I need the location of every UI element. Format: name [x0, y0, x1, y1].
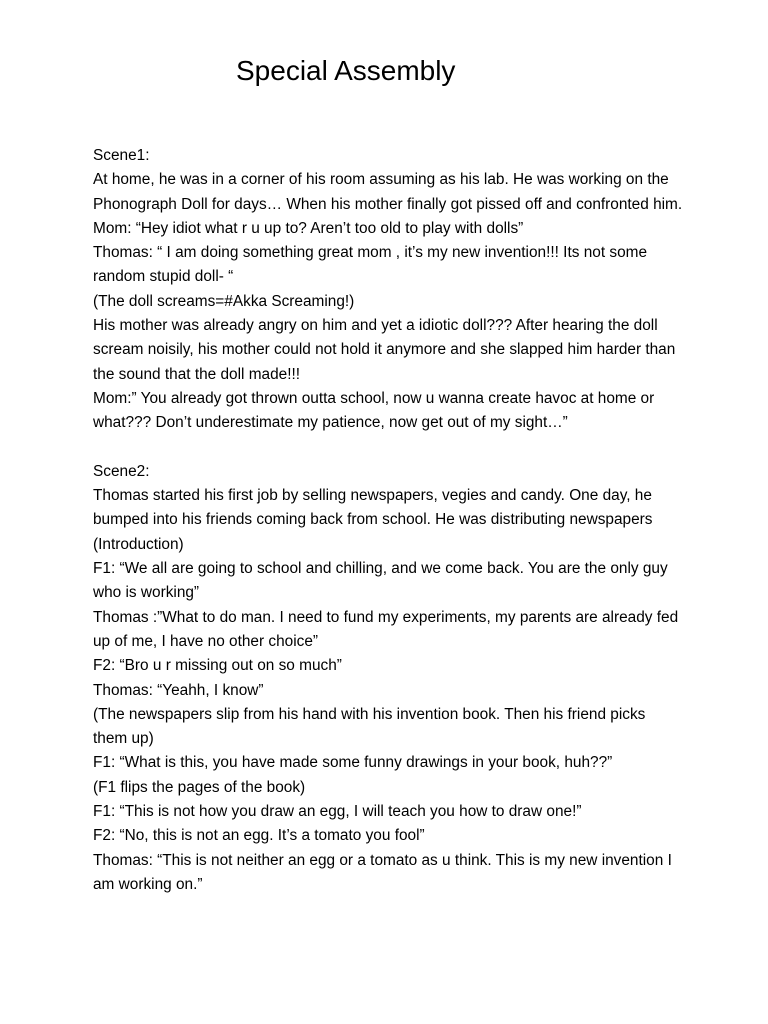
scene-2 [93, 460, 683, 897]
scene-heading: Scene2: [93, 462, 150, 480]
narration-paragraph: At home, he was in a corner of his room assuming as his lab. He was working on the Phonograph Doll for days… When his mother finally got pissed off and confronted him. [93, 171, 683, 213]
stage-direction: (Introduction) [93, 535, 184, 553]
dialogue-line: Thomas: “This is not neither an egg or a tomato as u think. This is my new invention I am working on.” [93, 851, 672, 893]
document-body [93, 144, 683, 897]
dialogue-line: F2: “Bro u r missing out on so much” [93, 657, 342, 675]
narration-paragraph: His mother was already angry on him and yet a idiotic doll??? After hearing the doll scream noisily, his mother could not hold it anymore and she slapped him harder than the sound that the doll made!!! [93, 317, 676, 383]
dialogue-line: F2: “No, this is not an egg. It’s a tomato you fool” [93, 827, 425, 845]
scene-spacer [93, 436, 683, 460]
dialogue-line: F1: “This is not how you draw an egg, I will teach you how to draw one!” [93, 803, 582, 821]
scene-heading: Scene1: [93, 147, 150, 164]
dialogue-line: F1: “What is this, you have made some funny drawings in your book, huh??” [93, 754, 613, 772]
page-title: Special Assembly [236, 55, 456, 86]
dialogue-line: Thomas: “ I am doing something great mom , it’s my new invention!!! Its not some random stupid doll- “ [93, 244, 648, 286]
stage-direction: (F1 flips the pages of the book) [93, 778, 306, 796]
dialogue-line: Thomas :”What to do man. I need to fund my experiments, my parents are already fed up of me, I have no other choice” [93, 608, 679, 650]
dialogue-line: Mom:” You already got thrown outta school, now u wanna create havoc at home or what??? Don’t underestimate my patience, now get out of my sight…” [93, 389, 655, 432]
stage-direction: (The doll screams=#Akka Screaming!) [93, 292, 355, 310]
stage-direction: (The newspapers slip from his hand with his invention book. Then his friend picks them up) [93, 705, 646, 748]
dialogue-line: Mom: “Hey idiot what r u up to? Aren’t too old to play with dolls” [93, 219, 524, 237]
dialogue-line: Thomas: “Yeahh, I know” [93, 681, 264, 699]
scene-1 [93, 144, 683, 436]
dialogue-line: F1: “We all are going to school and chilling, and we come back. You are the only guy who is working” [93, 560, 668, 602]
narration-paragraph: Thomas started his first job by selling newspapers, vegies and candy. One day, he bumped into his friends coming back from school. He was distributing newspapers [93, 487, 653, 529]
